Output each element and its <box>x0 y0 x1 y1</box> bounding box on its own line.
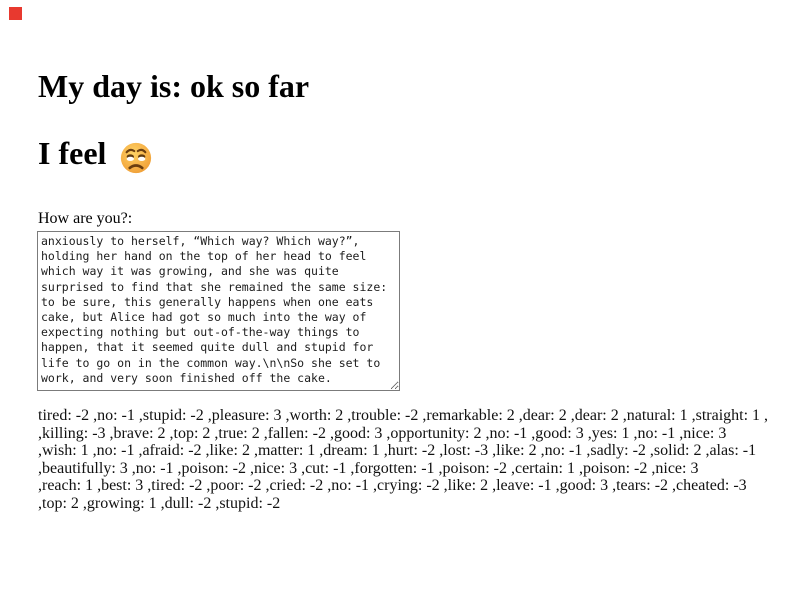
sentiment-scores-paragraph <box>38 407 798 513</box>
sentiment-scores-line: ,beautifully: 3 ,no: -1 ,poison: -2 ,nice: 3 ,cut: -1 ,forgotten: -1 ,poison: -2 ,certain: 1 ,poison: -2 ,nice: 3 <box>38 459 699 477</box>
sentiment-scores-line: ,reach: 1 ,best: 3 ,tired: -2 ,poor: -2 ,cried: -2 ,no: -1 ,crying: -2 ,like: 2 ,leave: -1 ,good: 3 ,tears: -2 ,cheated: -3 <box>38 477 747 495</box>
worried-face-emoji <box>120 142 152 174</box>
feeling-heading-label: I feel <box>38 135 107 171</box>
how-are-you-textarea[interactable] <box>37 231 400 391</box>
red-marker <box>9 7 22 20</box>
sentiment-scores-line: ,killing: -3 ,brave: 2 ,top: 2 ,true: 2 ,fallen: -2 ,good: 3 ,opportunity: 2 ,no: -1 ,good: 3 ,yes: 1 ,no: -1 ,nice: 3 <box>38 424 727 442</box>
day-status-heading: My day is: ok so far <box>38 68 310 104</box>
how-are-you-label: How are you?: <box>38 210 133 227</box>
sentiment-scores-line: ,wish: 1 ,no: -1 ,afraid: -2 ,like: 2 ,matter: 1 ,dream: 1 ,hurt: -2 ,lost: -3 ,like: 2 ,no: -1 ,sadly: -2 ,solid: 2 ,alas: -1 <box>38 442 757 460</box>
feeling-heading <box>38 137 152 174</box>
sentiment-scores-line: tired: -2 ,no: -1 ,stupid: -2 ,pleasure: 3 ,worth: 2 ,trouble: -2 ,remarkable: 2 ,dear: 2 ,dear: 2 ,natural: 1 ,straight: 1 , <box>38 407 769 424</box>
sentiment-scores-line: ,top: 2 ,growing: 1 ,dull: -2 ,stupid: -2 <box>38 494 281 512</box>
